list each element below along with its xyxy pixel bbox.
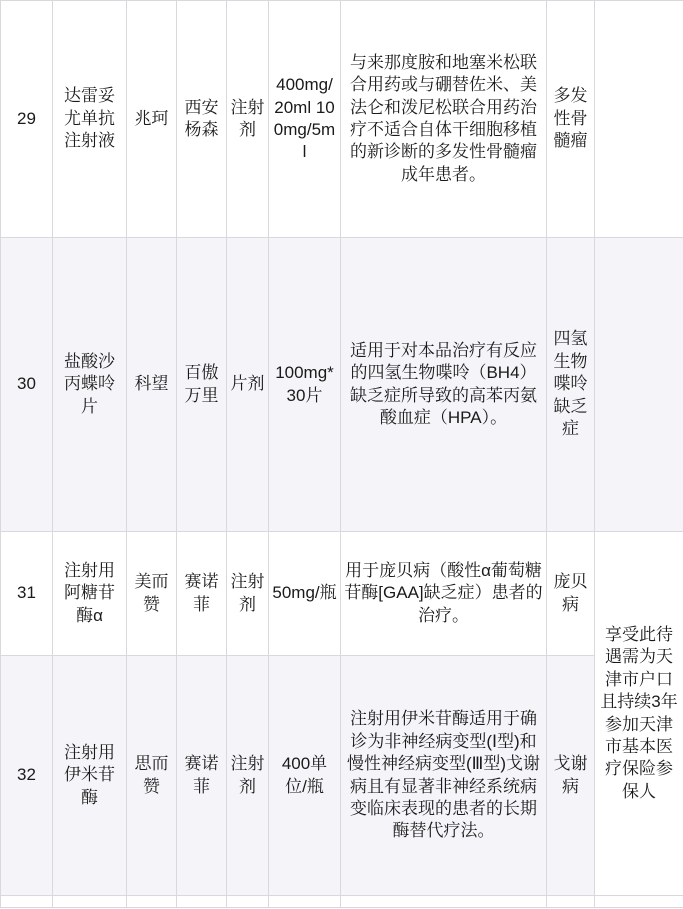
disease-type: 戈谢病 — [547, 656, 595, 896]
drug-name: 注射用伊米苷酶 — [53, 656, 127, 896]
table-row — [1, 238, 683, 532]
specification: 50mg/瓶 — [269, 532, 341, 656]
indication: 与来那度胺和地塞米松联合用药或与硼替佐米、美法仑和泼尼松联合用药治疗不适合自体干细胞移植的新诊断的多发性骨髓瘤成年患者。 — [341, 1, 547, 238]
remark — [595, 238, 683, 532]
disease-type — [547, 896, 595, 908]
drug-name: 盐酸沙丙蝶呤片 — [53, 238, 127, 532]
brand-name: 思而赞 — [127, 656, 177, 896]
row-index — [1, 896, 53, 908]
remark: 享受此待遇需为天津市户口且持续3年参加天津市基本医疗保险参保人 — [595, 532, 683, 896]
dosage-form: 注射剂 — [227, 532, 269, 656]
brand-name: 美而赞 — [127, 532, 177, 656]
table-row-partial — [1, 896, 683, 908]
drug-name: 注射用阿糖苷酶α — [53, 532, 127, 656]
brand-name: 科望 — [127, 238, 177, 532]
dosage-form: 注射剂 — [227, 656, 269, 896]
specification — [269, 896, 341, 908]
table-row — [1, 656, 683, 896]
brand-name — [127, 896, 177, 908]
drug-name: 达雷妥尤单抗注射液 — [53, 1, 127, 238]
disease-type: 四氢生物喋呤缺乏症 — [547, 238, 595, 532]
indication — [341, 896, 547, 908]
indication: 适用于对本品治疗有反应的四氢生物喋呤（BH4）缺乏症所导致的高苯丙氨酸血症（HPA）。 — [341, 238, 547, 532]
remark — [595, 896, 683, 908]
indication: 用于庞贝病（酸性α葡萄糖苷酶[GAA]缺乏症）患者的治疗。 — [341, 532, 547, 656]
manufacturer: 百傲万里 — [177, 238, 227, 532]
row-index: 32 — [1, 656, 53, 896]
dosage-form — [227, 896, 269, 908]
table-row — [1, 532, 683, 656]
dosage-form: 片剂 — [227, 238, 269, 532]
row-index: 31 — [1, 532, 53, 656]
row-index: 29 — [1, 1, 53, 238]
table-row — [1, 1, 683, 238]
row-index: 30 — [1, 238, 53, 532]
manufacturer: 赛诺菲 — [177, 532, 227, 656]
dosage-form: 注射剂 — [227, 1, 269, 238]
manufacturer — [177, 896, 227, 908]
specification: 400单位/瓶 — [269, 656, 341, 896]
specification: 100mg*30片 — [269, 238, 341, 532]
brand-name: 兆珂 — [127, 1, 177, 238]
manufacturer: 西安杨森 — [177, 1, 227, 238]
indication: 注射用伊米苷酶适用于确诊为非神经病变型(Ⅰ型)和慢性神经病变型(Ⅲ型)戈谢病且有显著非神经系统病变临床表现的患者的长期酶替代疗法。 — [341, 656, 547, 896]
drug-name — [53, 896, 127, 908]
specification: 400mg/20ml 100mg/5ml — [269, 1, 341, 238]
disease-type: 庞贝病 — [547, 532, 595, 656]
remark — [595, 1, 683, 238]
manufacturer: 赛诺菲 — [177, 656, 227, 896]
disease-type: 多发性骨髓瘤 — [547, 1, 595, 238]
